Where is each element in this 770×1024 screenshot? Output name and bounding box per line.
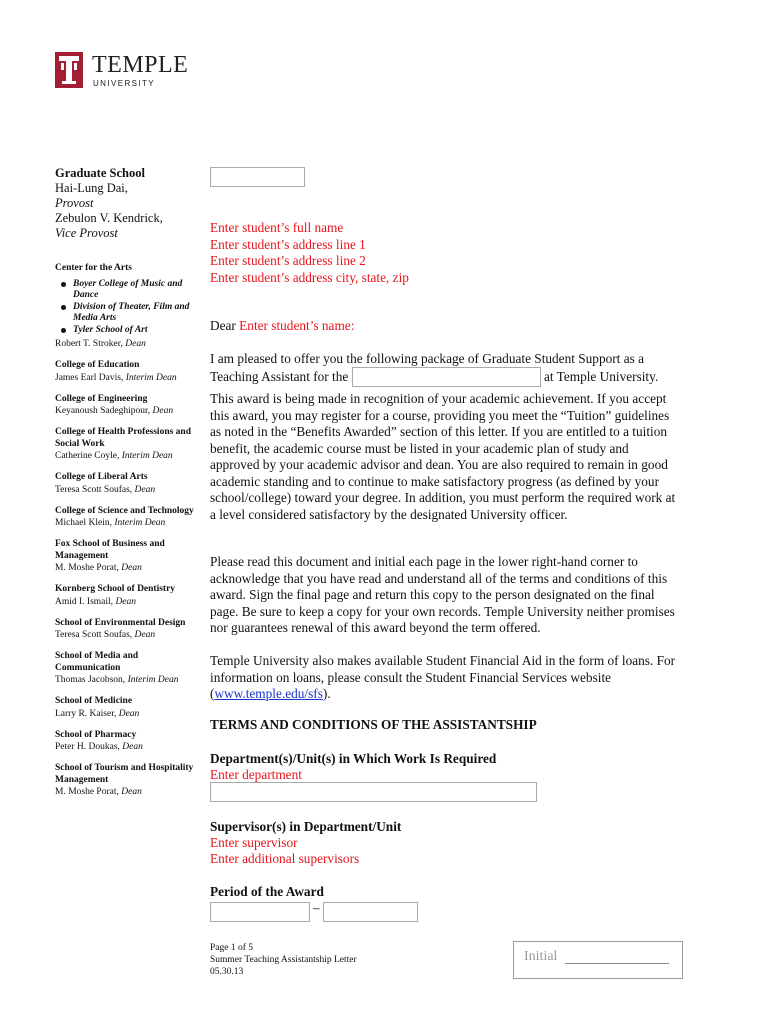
- college-entry: [55, 427, 205, 462]
- terms-heading: TERMS AND CONDITIONS OF THE ASSISTANTSHIP: [210, 717, 537, 732]
- college-name: College of Health Professions and Social Work: [55, 427, 191, 449]
- arts-list: [55, 279, 205, 337]
- college-entry: [55, 651, 205, 686]
- college-entry: [55, 696, 205, 720]
- date-field[interactable]: [210, 167, 305, 187]
- department-name-field[interactable]: [352, 367, 541, 387]
- department-field[interactable]: [210, 782, 537, 802]
- sidebar: [55, 166, 205, 798]
- initial-label: Initial: [524, 949, 558, 964]
- college-name: School of Environmental Design: [55, 617, 186, 628]
- college-dean: Amid I. Ismail, Dean: [55, 596, 137, 607]
- sfs-link[interactable]: www.temple.edu/sfs: [214, 686, 323, 701]
- college-entry: [55, 730, 205, 754]
- initial-line: [565, 963, 669, 964]
- arts-item: Division of Theater, Film and Media Arts: [55, 302, 205, 325]
- vice-provost-title: Vice Provost: [55, 226, 118, 240]
- temple-t-icon: [55, 52, 83, 88]
- provost-name: Hai-Lung Dai,: [55, 181, 128, 195]
- address-line-1[interactable]: Enter student’s address line 1: [210, 236, 366, 252]
- college-dean: M. Moshe Porat, Dean: [55, 787, 142, 797]
- address-city[interactable]: Enter student’s address city, state, zip: [210, 269, 409, 285]
- college-name: School of Tourism and Hospitality Management: [55, 763, 194, 785]
- college-name: College of Engineering: [55, 393, 148, 404]
- college-dean: Catherine Coyle, Interim Dean: [55, 451, 173, 461]
- period-end-field[interactable]: [323, 902, 418, 922]
- sidebar-school: Graduate School: [55, 166, 145, 180]
- logo-name: TEMPLE: [92, 52, 189, 78]
- college-dean: Keyanoush Sadeghipour, Dean: [55, 406, 174, 416]
- supervisor-heading: Supervisor(s) in Department/Unit: [210, 819, 402, 834]
- arts-center-title: Center for the Arts: [55, 263, 132, 273]
- provost-title: Provost: [55, 196, 94, 210]
- address-block: [210, 220, 678, 286]
- address-name[interactable]: Enter student’s full name: [210, 220, 344, 235]
- college-dean: Teresa Scott Soufas, Dean: [55, 630, 156, 640]
- college-entry: [55, 618, 205, 642]
- college-entry: [55, 394, 205, 418]
- college-entry: [55, 360, 205, 384]
- college-entry: [55, 539, 205, 574]
- additional-supervisors-field[interactable]: Enter additional supervisors: [210, 851, 360, 866]
- footer: [210, 942, 357, 978]
- college-name: School of Pharmacy: [55, 729, 137, 740]
- period-start-field[interactable]: [210, 902, 310, 922]
- offer-paragraph: I am pleased to offer you the following package of Graduate Student Support as a Teaching Assistant for the at Temple University.: [210, 351, 678, 388]
- college-dean: James Earl Davis, Interim Dean: [55, 372, 177, 383]
- college-name: School of Media and Communication: [55, 651, 139, 673]
- college-dean: M. Moshe Porat, Dean: [55, 563, 142, 573]
- period-separator: –: [313, 900, 320, 915]
- college-dean: Peter H. Doukas, Dean: [55, 742, 143, 752]
- college-entry: [55, 472, 205, 496]
- loans-paragraph: Temple University also makes available Student Financial Aid in the form of loans. For information on loans, please consult the Student Financial Services website (www.temple.edu/sfs).: [210, 653, 676, 701]
- arts-item: Boyer College of Music and Dance: [55, 279, 205, 302]
- student-name-field[interactable]: Enter student’s name:: [239, 318, 355, 333]
- college-entry: [55, 584, 205, 608]
- college-entry: [55, 763, 205, 798]
- supervisor-field[interactable]: Enter supervisor: [210, 835, 298, 850]
- college-name: School of Medicine: [55, 696, 133, 706]
- college-name: Kornberg School of Dentistry: [55, 584, 176, 594]
- college-name: Fox School of Business and Management: [55, 539, 165, 561]
- college-dean: Thomas Jacobson, Interim Dean: [55, 675, 179, 685]
- college-dean: Larry R. Kaiser, Dean: [55, 708, 140, 719]
- letter-title: Summer Teaching Assistantship Letter: [210, 955, 357, 965]
- dept-heading: Department(s)/Unit(s) in Which Work Is Required: [210, 751, 497, 766]
- acknowledge-paragraph: Please read this document and initial each page in the lower right-hand corner to acknowledge that you have read and understand all of the terms and conditions of this award. Sign the final page and return this copy to the person designated on the final page. Be sure to keep a copy for your own records. Temple University neither promises nor guarantees renewal of this award beyond the term offered.: [210, 554, 675, 635]
- college-name: College of Science and Technology: [55, 505, 194, 516]
- address-line-2[interactable]: Enter student’s address line 2: [210, 253, 366, 268]
- vice-provost-name: Zebulon V. Kendrick,: [55, 211, 163, 225]
- period-heading: Period of the Award: [210, 884, 324, 899]
- college-dean: Michael Klein, Interim Dean: [55, 518, 166, 528]
- page-number: Page 1 of 5: [210, 943, 254, 953]
- college-dean: Teresa Scott Soufas, Dean: [55, 484, 156, 495]
- college-list: [55, 360, 205, 798]
- arts-dean: Robert T. Stroker, Dean: [55, 339, 146, 349]
- logo-sub: UNIVERSITY: [93, 79, 156, 88]
- dept-placeholder[interactable]: Enter department: [210, 767, 302, 782]
- college-name: College of Liberal Arts: [55, 472, 148, 482]
- college-entry: [55, 506, 205, 530]
- initial-box[interactable]: [513, 941, 683, 979]
- college-name: College of Education: [55, 360, 140, 370]
- arts-item: Tyler School of Art: [55, 325, 205, 337]
- salutation: Dear Enter student’s name:: [210, 318, 355, 333]
- award-paragraph: This award is being made in recognition of your academic achievement. If you accept this award, you may register for a course, providing you meet the “Tuition” guidelines as noted in the “Benefits Awarded” section of this letter. If you are entitled to a tuition benefit, the academic course must be listed in your academic plan of study and approved by your academic advisor and dean. You are also required to remain in good academic standing and to continue to make satisfactory progress (as defined by your school/college) toward your degree. In addition, you must perform the required work at a level considered satisfactory by the designated University officer.: [210, 391, 676, 522]
- letter-date: 05.30.13: [210, 967, 244, 977]
